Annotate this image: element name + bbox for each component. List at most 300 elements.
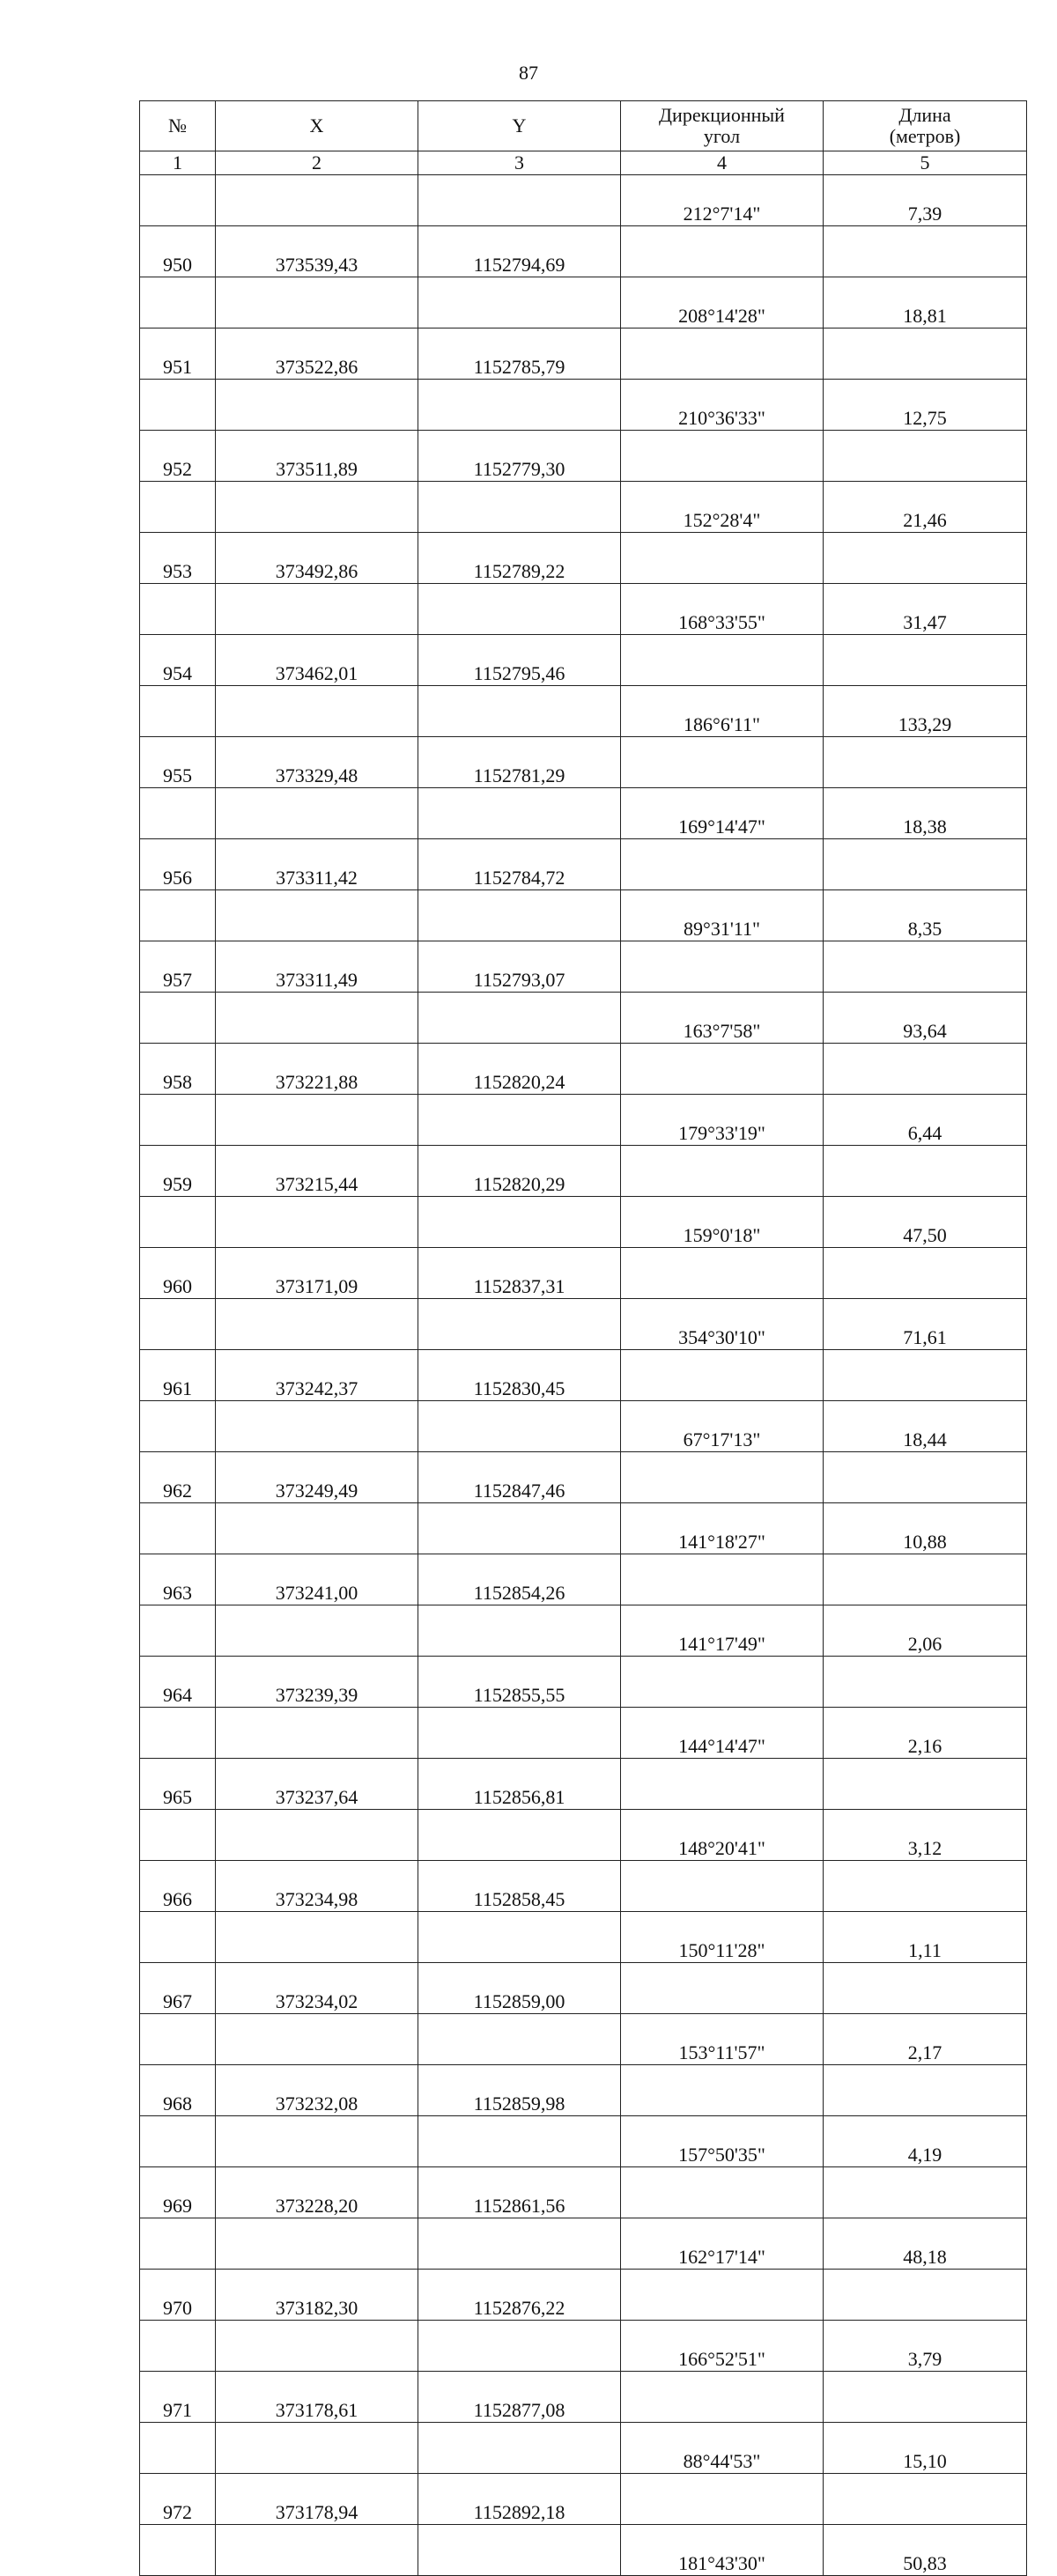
cell-direction-angle: 157°50'35" (621, 2116, 824, 2167)
table-row (140, 584, 1027, 635)
cell-y (418, 2423, 621, 2474)
cell-point-number: 970 (140, 2270, 216, 2321)
table-row (140, 2321, 1027, 2372)
cell-x (216, 175, 418, 226)
cell-x: 373221,88 (216, 1044, 418, 1095)
cell-direction-angle: 169°14'47" (621, 788, 824, 839)
cell-y (418, 993, 621, 1044)
table-row (140, 2372, 1027, 2423)
cell-direction-angle (621, 1452, 824, 1503)
cell-x (216, 890, 418, 941)
cell-length: 2,06 (824, 1605, 1027, 1657)
cell-length: 3,79 (824, 2321, 1027, 2372)
cell-x: 373215,44 (216, 1146, 418, 1197)
cell-point-number (140, 1605, 216, 1657)
cell-length (824, 737, 1027, 788)
cell-y (418, 2014, 621, 2065)
cell-length (824, 941, 1027, 993)
cell-point-number (140, 1810, 216, 1861)
cell-direction-angle: 150°11'28" (621, 1912, 824, 1963)
table-row (140, 1503, 1027, 1554)
cell-direction-angle: 152°28'4" (621, 482, 824, 533)
cell-point-number: 968 (140, 2065, 216, 2116)
cell-point-number (140, 686, 216, 737)
cell-x (216, 1095, 418, 1146)
table-row (140, 1963, 1027, 2014)
table-row (140, 1657, 1027, 1708)
cell-x (216, 380, 418, 431)
cell-x (216, 1503, 418, 1554)
cell-length (824, 2372, 1027, 2423)
cell-direction-angle: 88°44'53" (621, 2423, 824, 2474)
cell-length: 15,10 (824, 2423, 1027, 2474)
cell-y: 1152855,55 (418, 1657, 621, 1708)
cell-length: 3,12 (824, 1810, 1027, 1861)
cell-y (418, 380, 621, 431)
cell-point-number (140, 482, 216, 533)
header-num: № (140, 101, 216, 151)
cell-point-number (140, 380, 216, 431)
cell-length (824, 1657, 1027, 1708)
cell-y: 1152856,81 (418, 1759, 621, 1810)
table-row (140, 1912, 1027, 1963)
cell-length (824, 635, 1027, 686)
header-y: Y (418, 101, 621, 151)
cell-x (216, 2218, 418, 2270)
header-angle-line2: угол (703, 125, 741, 147)
table-row (140, 380, 1027, 431)
column-number: 4 (621, 151, 824, 175)
cell-y (418, 1605, 621, 1657)
header-length (824, 101, 1027, 151)
cell-direction-angle (621, 226, 824, 277)
cell-direction-angle: 89°31'11" (621, 890, 824, 941)
cell-x (216, 1708, 418, 1759)
cell-direction-angle (621, 839, 824, 890)
cell-x: 373234,98 (216, 1861, 418, 1912)
header-length-line1: Длина (898, 104, 951, 126)
cell-x (216, 2525, 418, 2576)
cell-y (418, 890, 621, 941)
cell-direction-angle: 67°17'13" (621, 1401, 824, 1452)
cell-y (418, 2116, 621, 2167)
table-row (140, 2065, 1027, 2116)
cell-y (418, 175, 621, 226)
column-number: 2 (216, 151, 418, 175)
table-row (140, 1095, 1027, 1146)
cell-point-number: 971 (140, 2372, 216, 2423)
cell-point-number (140, 2423, 216, 2474)
cell-x: 373171,09 (216, 1248, 418, 1299)
table-row (140, 737, 1027, 788)
cell-direction-angle: 159°0'18" (621, 1197, 824, 1248)
cell-x: 373234,02 (216, 1963, 418, 2014)
cell-y (418, 1197, 621, 1248)
cell-length (824, 1350, 1027, 1401)
cell-y: 1152820,24 (418, 1044, 621, 1095)
cell-length (824, 1554, 1027, 1605)
cell-point-number: 962 (140, 1452, 216, 1503)
cell-y: 1152781,29 (418, 737, 621, 788)
cell-y (418, 686, 621, 737)
cell-point-number (140, 890, 216, 941)
cell-point-number: 967 (140, 1963, 216, 2014)
cell-length: 2,16 (824, 1708, 1027, 1759)
cell-length: 50,83 (824, 2525, 1027, 2576)
table-row (140, 2116, 1027, 2167)
cell-length (824, 2167, 1027, 2218)
cell-direction-angle: 148°20'41" (621, 1810, 824, 1861)
cell-length: 2,17 (824, 2014, 1027, 2065)
cell-x: 373178,61 (216, 2372, 418, 2423)
cell-direction-angle (621, 2372, 824, 2423)
cell-y (418, 482, 621, 533)
cell-x (216, 993, 418, 1044)
cell-direction-angle (621, 635, 824, 686)
cell-point-number: 958 (140, 1044, 216, 1095)
column-number: 3 (418, 151, 621, 175)
cell-point-number: 965 (140, 1759, 216, 1810)
cell-point-number (140, 175, 216, 226)
cell-direction-angle (621, 328, 824, 380)
table-row (140, 1299, 1027, 1350)
cell-x (216, 1605, 418, 1657)
cell-length (824, 431, 1027, 482)
table-row (140, 1810, 1027, 1861)
cell-y (418, 1503, 621, 1554)
cell-x (216, 482, 418, 533)
cell-length: 93,64 (824, 993, 1027, 1044)
cell-length (824, 1861, 1027, 1912)
cell-point-number: 956 (140, 839, 216, 890)
cell-direction-angle: 208°14'28" (621, 277, 824, 328)
cell-y (418, 1095, 621, 1146)
table-row (140, 2423, 1027, 2474)
cell-x (216, 686, 418, 737)
cell-y (418, 277, 621, 328)
cell-point-number (140, 788, 216, 839)
cell-y: 1152793,07 (418, 941, 621, 993)
cell-x (216, 2321, 418, 2372)
cell-y: 1152795,46 (418, 635, 621, 686)
cell-point-number: 969 (140, 2167, 216, 2218)
cell-direction-angle (621, 1861, 824, 1912)
cell-length: 1,11 (824, 1912, 1027, 1963)
cell-direction-angle (621, 1146, 824, 1197)
cell-direction-angle (621, 2065, 824, 2116)
cell-y: 1152854,26 (418, 1554, 621, 1605)
cell-x: 373249,49 (216, 1452, 418, 1503)
cell-length (824, 2474, 1027, 2525)
cell-y: 1152892,18 (418, 2474, 621, 2525)
table-row (140, 1197, 1027, 1248)
coordinates-table (139, 100, 1027, 2576)
cell-direction-angle: 153°11'57" (621, 2014, 824, 2065)
table-row (140, 1146, 1027, 1197)
cell-point-number (140, 2218, 216, 2270)
cell-direction-angle: 210°36'33" (621, 380, 824, 431)
cell-x (216, 788, 418, 839)
cell-y (418, 788, 621, 839)
cell-point-number: 961 (140, 1350, 216, 1401)
table-row (140, 431, 1027, 482)
cell-x (216, 2423, 418, 2474)
cell-x: 373182,30 (216, 2270, 418, 2321)
table-row (140, 1708, 1027, 1759)
table-row (140, 993, 1027, 1044)
table-row (140, 686, 1027, 737)
cell-length: 21,46 (824, 482, 1027, 533)
cell-direction-angle (621, 941, 824, 993)
cell-direction-angle (621, 2167, 824, 2218)
table-row (140, 533, 1027, 584)
table-row (140, 2270, 1027, 2321)
cell-y (418, 1810, 621, 1861)
header-length-line2: (метров) (889, 125, 961, 147)
cell-direction-angle: 163°7'58" (621, 993, 824, 1044)
cell-length: 4,19 (824, 2116, 1027, 2167)
table-row (140, 788, 1027, 839)
cell-direction-angle (621, 1759, 824, 1810)
cell-direction-angle (621, 431, 824, 482)
cell-x (216, 1401, 418, 1452)
cell-x: 373239,39 (216, 1657, 418, 1708)
table-row (140, 1759, 1027, 1810)
cell-point-number: 959 (140, 1146, 216, 1197)
cell-x: 373462,01 (216, 635, 418, 686)
cell-direction-angle: 141°18'27" (621, 1503, 824, 1554)
cell-direction-angle (621, 1248, 824, 1299)
cell-y: 1152784,72 (418, 839, 621, 890)
cell-y: 1152820,29 (418, 1146, 621, 1197)
cell-length: 10,88 (824, 1503, 1027, 1554)
cell-y (418, 2321, 621, 2372)
cell-point-number (140, 1197, 216, 1248)
cell-point-number (140, 1095, 216, 1146)
table-row (140, 175, 1027, 226)
cell-direction-angle (621, 533, 824, 584)
cell-point-number: 952 (140, 431, 216, 482)
table-row (140, 1452, 1027, 1503)
table-row (140, 2525, 1027, 2576)
cell-length (824, 839, 1027, 890)
table-row (140, 277, 1027, 328)
cell-y: 1152859,00 (418, 1963, 621, 2014)
cell-length (824, 1044, 1027, 1095)
cell-point-number (140, 2525, 216, 2576)
cell-y (418, 584, 621, 635)
column-number: 1 (140, 151, 216, 175)
cell-point-number: 950 (140, 226, 216, 277)
table-row (140, 2014, 1027, 2065)
cell-x: 373241,00 (216, 1554, 418, 1605)
cell-x: 373539,43 (216, 226, 418, 277)
cell-point-number (140, 2116, 216, 2167)
table-row (140, 1248, 1027, 1299)
cell-y: 1152858,45 (418, 1861, 621, 1912)
header-angle (621, 101, 824, 151)
cell-x (216, 584, 418, 635)
cell-y: 1152794,69 (418, 226, 621, 277)
cell-length: 47,50 (824, 1197, 1027, 1248)
cell-direction-angle (621, 1554, 824, 1605)
cell-direction-angle (621, 2474, 824, 2525)
cell-point-number (140, 2321, 216, 2372)
cell-x: 373522,86 (216, 328, 418, 380)
cell-direction-angle: 166°52'51" (621, 2321, 824, 2372)
cell-x: 373311,42 (216, 839, 418, 890)
cell-direction-angle: 162°17'14" (621, 2218, 824, 2270)
cell-point-number: 953 (140, 533, 216, 584)
cell-direction-angle: 181°43'30" (621, 2525, 824, 2576)
cell-point-number: 957 (140, 941, 216, 993)
cell-length (824, 2065, 1027, 2116)
cell-x: 373511,89 (216, 431, 418, 482)
cell-direction-angle: 144°14'47" (621, 1708, 824, 1759)
table-row (140, 1401, 1027, 1452)
header-angle-line1: Дирекционный (659, 104, 785, 126)
table-row (140, 1861, 1027, 1912)
cell-length: 8,35 (824, 890, 1027, 941)
cell-length (824, 533, 1027, 584)
cell-y (418, 2525, 621, 2576)
table-row (140, 941, 1027, 993)
cell-x (216, 277, 418, 328)
cell-direction-angle (621, 1044, 824, 1095)
cell-point-number: 963 (140, 1554, 216, 1605)
table-row (140, 839, 1027, 890)
cell-point-number: 972 (140, 2474, 216, 2525)
cell-length: 31,47 (824, 584, 1027, 635)
cell-x: 373232,08 (216, 2065, 418, 2116)
page-number: 87 (519, 62, 538, 84)
cell-direction-angle (621, 1657, 824, 1708)
cell-y: 1152876,22 (418, 2270, 621, 2321)
table-header-row (140, 101, 1027, 151)
cell-length (824, 1248, 1027, 1299)
cell-length (824, 226, 1027, 277)
cell-direction-angle: 141°17'49" (621, 1605, 824, 1657)
cell-length: 48,18 (824, 2218, 1027, 2270)
cell-y: 1152830,45 (418, 1350, 621, 1401)
column-number: 5 (824, 151, 1027, 175)
cell-direction-angle: 179°33'19" (621, 1095, 824, 1146)
cell-point-number (140, 1503, 216, 1554)
cell-point-number (140, 1299, 216, 1350)
cell-length: 18,81 (824, 277, 1027, 328)
cell-point-number (140, 2014, 216, 2065)
cell-y (418, 1708, 621, 1759)
cell-length (824, 1452, 1027, 1503)
cell-x (216, 1810, 418, 1861)
cell-length: 133,29 (824, 686, 1027, 737)
cell-x: 373329,48 (216, 737, 418, 788)
header-x: X (216, 101, 418, 151)
table-row (140, 1554, 1027, 1605)
cell-x (216, 2014, 418, 2065)
cell-y (418, 1912, 621, 1963)
cell-x: 373242,37 (216, 1350, 418, 1401)
table-row (140, 890, 1027, 941)
column-numbers-row (140, 151, 1027, 175)
cell-x: 373178,94 (216, 2474, 418, 2525)
cell-direction-angle: 186°6'11" (621, 686, 824, 737)
cell-point-number: 966 (140, 1861, 216, 1912)
cell-y: 1152789,22 (418, 533, 621, 584)
cell-y (418, 2218, 621, 2270)
cell-x (216, 1912, 418, 1963)
cell-length: 18,38 (824, 788, 1027, 839)
table-row (140, 1605, 1027, 1657)
cell-point-number: 954 (140, 635, 216, 686)
cell-length: 12,75 (824, 380, 1027, 431)
table-row (140, 1044, 1027, 1095)
cell-x: 373237,64 (216, 1759, 418, 1810)
cell-length (824, 2270, 1027, 2321)
cell-direction-angle: 168°33'55" (621, 584, 824, 635)
cell-point-number: 960 (140, 1248, 216, 1299)
cell-point-number (140, 277, 216, 328)
cell-x (216, 1299, 418, 1350)
cell-point-number: 964 (140, 1657, 216, 1708)
cell-direction-angle: 212°7'14" (621, 175, 824, 226)
cell-y: 1152837,31 (418, 1248, 621, 1299)
cell-point-number (140, 1912, 216, 1963)
cell-length: 71,61 (824, 1299, 1027, 1350)
cell-length (824, 1963, 1027, 2014)
table-row (140, 328, 1027, 380)
table-row (140, 635, 1027, 686)
table-row (140, 482, 1027, 533)
cell-direction-angle (621, 2270, 824, 2321)
cell-direction-angle: 354°30'10" (621, 1299, 824, 1350)
cell-length: 7,39 (824, 175, 1027, 226)
cell-x (216, 1197, 418, 1248)
cell-point-number: 951 (140, 328, 216, 380)
cell-y: 1152877,08 (418, 2372, 621, 2423)
cell-direction-angle (621, 1350, 824, 1401)
cell-point-number (140, 1708, 216, 1759)
cell-point-number (140, 993, 216, 1044)
cell-y: 1152861,56 (418, 2167, 621, 2218)
cell-length: 6,44 (824, 1095, 1027, 1146)
table-row (140, 1350, 1027, 1401)
table-row (140, 2474, 1027, 2525)
cell-length (824, 1759, 1027, 1810)
cell-point-number: 955 (140, 737, 216, 788)
cell-length (824, 1146, 1027, 1197)
cell-point-number (140, 1401, 216, 1452)
cell-y (418, 1401, 621, 1452)
table-row (140, 2167, 1027, 2218)
cell-length: 18,44 (824, 1401, 1027, 1452)
cell-point-number (140, 584, 216, 635)
table-row (140, 226, 1027, 277)
cell-x: 373311,49 (216, 941, 418, 993)
table-row (140, 2218, 1027, 2270)
cell-y: 1152859,98 (418, 2065, 621, 2116)
cell-direction-angle (621, 737, 824, 788)
cell-x: 373228,20 (216, 2167, 418, 2218)
cell-x (216, 2116, 418, 2167)
cell-y (418, 1299, 621, 1350)
cell-direction-angle (621, 1963, 824, 2014)
cell-y: 1152779,30 (418, 431, 621, 482)
cell-length (824, 328, 1027, 380)
cell-y: 1152785,79 (418, 328, 621, 380)
cell-y: 1152847,46 (418, 1452, 621, 1503)
cell-x: 373492,86 (216, 533, 418, 584)
